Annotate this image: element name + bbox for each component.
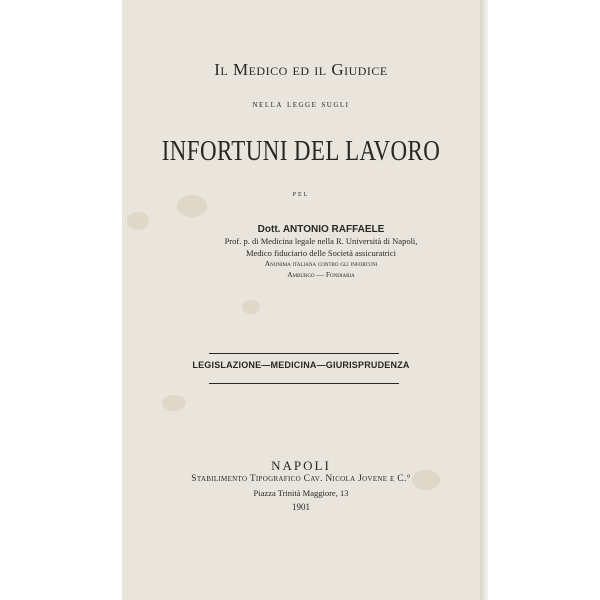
author-credential: Anonima italiana contro gli infortuni (264, 259, 378, 268)
top-rule (209, 353, 399, 354)
publisher: Stabilimento Tipografico Cav. Nicola Jovene e C.° (191, 474, 411, 484)
subjects-line: LEGISLAZIONE—MEDICINA—GIURISPRUDENZA (192, 360, 410, 370)
foxing-stain (177, 195, 207, 217)
main-title: INFORTUNI DEL LAVORO (161, 136, 441, 167)
foxing-stain (162, 395, 186, 411)
publication-year: 1901 (292, 502, 310, 512)
title-line-2: nella legge sugli (252, 99, 350, 110)
author-credential: Prof. p. di Medicina legale nella R. Università di Napoli, (224, 236, 418, 246)
page-edge (480, 0, 488, 600)
title-line-1: Il Medico ed il Giudice (214, 60, 388, 79)
publisher-address: Piazza Trinità Maggiore, 13 (253, 488, 349, 498)
bottom-rule (209, 383, 399, 384)
author-name: Dott. ANTONIO RAFFAELE (257, 224, 385, 235)
title-page (122, 0, 480, 600)
author-credential: Medico fiduciario delle Società assicuratrici (245, 248, 397, 258)
author-credential: Amburgo — Fondiaria (287, 270, 355, 279)
author-preposition: pel (292, 188, 310, 198)
foxing-stain (242, 300, 260, 314)
city: NAPOLI (271, 458, 331, 473)
